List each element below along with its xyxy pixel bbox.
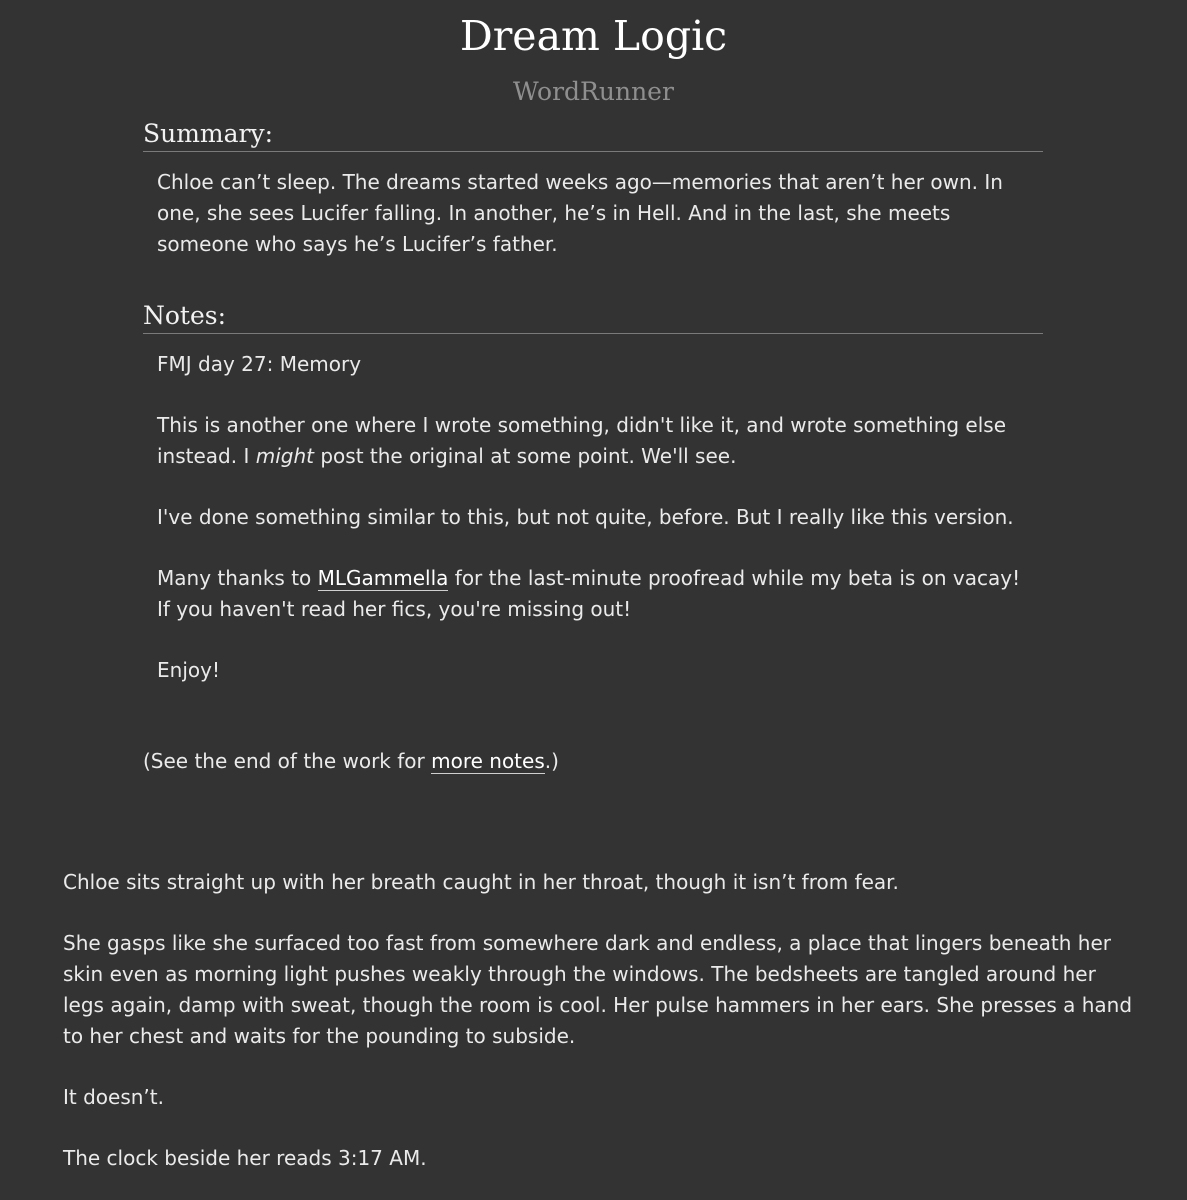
notes-paragraph — [157, 410, 1037, 472]
notes-paragraph: Enjoy! — [157, 658, 220, 682]
summary-block — [157, 167, 1037, 260]
notes-paragraph: I've done something similar to this, but not quite, before. But I really like this version. — [157, 505, 1014, 529]
notes-heading: Notes: — [143, 301, 1043, 334]
notes-block — [157, 349, 1037, 686]
summary-heading: Summary: — [143, 119, 1043, 152]
chapter-paragraph: The clock beside her reads 3:17 AM. — [63, 1146, 427, 1170]
notes-emphasis: might — [255, 444, 314, 468]
author-link[interactable]: WordRunner — [513, 77, 674, 106]
chapter-paragraph: She gasps like she surfaced too fast from somewhere dark and endless, a place that lingers beneath her skin even as morning light pushes weakly through the windows. The bedsheets are tangled around her legs again, damp with sweat, though the room is cool. Her pulse hammers in her ears. She presses a hand to her chest and waits for the pounding to subside. — [63, 931, 1133, 1048]
work-title: Dream Logic — [459, 12, 728, 60]
chapter-paragraph: It doesn’t. — [63, 1085, 164, 1109]
more-notes-link[interactable]: more notes — [431, 749, 545, 773]
notes-paragraph — [157, 563, 1037, 625]
mlgammella-link[interactable]: MLGammella — [317, 566, 449, 590]
notes-text: post the original at some point. We'll see. — [314, 444, 737, 468]
endnotes-text: (See the end of the work for — [143, 749, 432, 773]
notes-text: for the last-minute proofread while my beta is on vacay! If you haven't read her fics, you're missing out! — [157, 566, 1021, 621]
notes-paragraph: FMJ day 27: Memory — [157, 352, 362, 376]
endnotes-reference — [143, 746, 559, 777]
chapter-paragraph: Chloe sits straight up with her breath caught in her throat, though it isn’t from fear. — [63, 870, 899, 894]
notes-text: This is another one where I wrote something, didn't like it, and wrote something else instead. I — [157, 413, 1007, 468]
chapter-text — [63, 867, 1133, 1174]
summary-text: Chloe can’t sleep. The dreams started weeks ago—memories that aren’t her own. In one, she sees Lucifer falling. In another, he’s in Hell. And in the last, she meets someone who says he’s Lucifer’s father. — [157, 170, 1003, 256]
notes-text: Many thanks to — [157, 566, 318, 590]
endnotes-text: .) — [544, 749, 559, 773]
